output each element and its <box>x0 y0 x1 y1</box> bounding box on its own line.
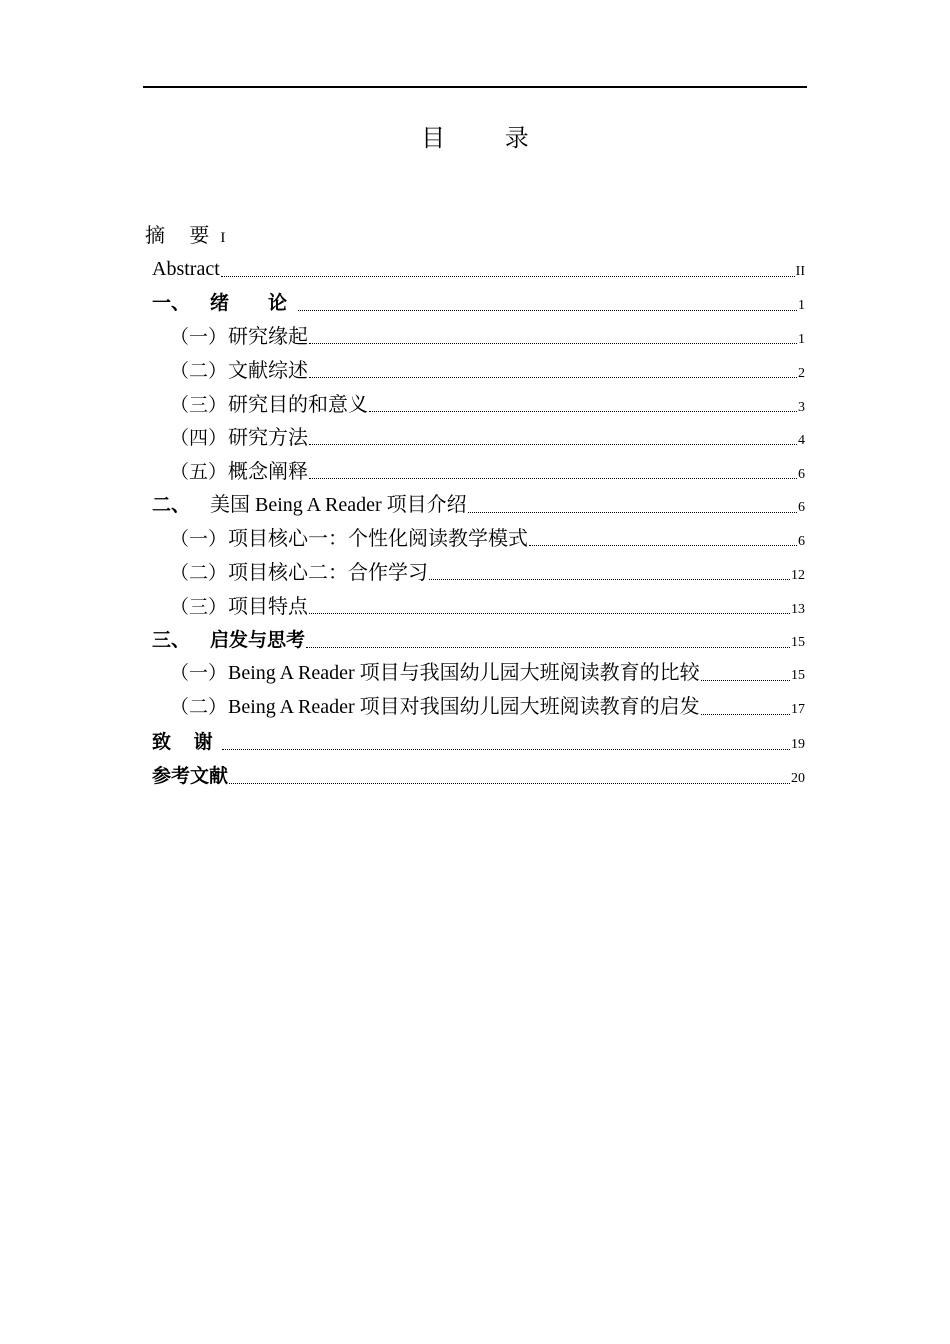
toc-entry-chapter-2[interactable] <box>152 490 805 520</box>
toc-entry-references[interactable] <box>152 761 805 791</box>
toc-number: （二） <box>170 696 228 718</box>
dot-leader <box>468 512 797 513</box>
toc-entry-1-3[interactable] <box>170 389 805 419</box>
dot-leader <box>221 276 795 277</box>
toc-page-number: 17 <box>791 702 805 717</box>
toc-label: Being A Reader 项目对我国幼儿园大班阅读教育的启发 <box>228 696 700 718</box>
toc-number: 一、 <box>152 292 191 314</box>
toc-page-number: 15 <box>791 668 805 683</box>
dot-leader <box>701 680 790 681</box>
toc-number: （四） <box>170 427 228 449</box>
toc-page-number: 19 <box>791 737 805 752</box>
toc-label: 摘 要 <box>145 223 219 247</box>
toc-page-number: 3 <box>798 400 805 415</box>
toc-label: Abstract <box>152 258 220 280</box>
toc-label: 研究目的和意义 <box>228 392 368 416</box>
toc-number: （二） <box>170 360 228 382</box>
toc-label: 文献综述 <box>228 358 308 382</box>
toc-number: （二） <box>170 562 228 584</box>
toc-entry-3-2[interactable] <box>170 692 805 722</box>
dot-leader <box>369 411 797 412</box>
dot-leader <box>429 579 790 580</box>
toc-entry-zhaiyao[interactable] <box>145 219 225 248</box>
toc-entry-2-2[interactable] <box>170 557 805 587</box>
toc-entry-3-1[interactable] <box>170 658 805 688</box>
toc-label: 项目核心一：个性化阅读教学模式 <box>228 526 528 550</box>
dot-leader <box>229 783 790 784</box>
toc-entry-chapter-1[interactable] <box>152 288 805 318</box>
toc-number: （三） <box>170 596 228 618</box>
toc-entry-abstract[interactable] <box>152 254 805 284</box>
dot-leader <box>306 647 790 648</box>
toc-page-number: 15 <box>791 635 805 650</box>
toc-page-number: 1 <box>798 298 805 313</box>
toc-entry-acknowledgements[interactable] <box>152 727 805 757</box>
toc-number: （一） <box>170 326 228 348</box>
toc-label: 研究缘起 <box>228 324 308 348</box>
toc-number: 二、 <box>152 494 191 516</box>
toc-page-number: 2 <box>798 366 805 381</box>
toc-number: （一） <box>170 528 228 550</box>
toc-entry-chapter-3[interactable] <box>152 625 805 655</box>
toc-label: 绪 论 <box>210 292 298 314</box>
toc-number: （三） <box>170 394 228 416</box>
toc-page-number: II <box>795 264 805 279</box>
dot-leader <box>529 545 797 546</box>
toc-entry-1-2[interactable] <box>170 355 805 385</box>
dot-leader <box>309 377 797 378</box>
dot-leader <box>309 343 797 344</box>
toc-entry-1-5[interactable] <box>170 456 805 486</box>
toc-entry-1-4[interactable] <box>170 422 805 452</box>
toc-label: 致 谢 <box>152 731 221 753</box>
toc-page-number: 6 <box>798 467 805 482</box>
toc-entry-2-3[interactable] <box>170 591 805 621</box>
toc-number: （五） <box>170 461 228 483</box>
toc-page-number: 4 <box>798 433 805 448</box>
toc-entry-2-1[interactable] <box>170 523 805 553</box>
toc-label: 美国 Being A Reader 项目介绍 <box>210 494 467 516</box>
toc-label: 项目核心二：合作学习 <box>228 560 428 584</box>
header-rule <box>143 86 807 88</box>
toc-page-number: 12 <box>791 568 805 583</box>
toc-page-number: 13 <box>791 602 805 617</box>
dot-leader <box>309 444 797 445</box>
toc-label: 项目特点 <box>228 594 308 618</box>
toc-page-number: 1 <box>798 332 805 347</box>
dot-leader <box>309 478 797 479</box>
toc-page-number: 6 <box>798 500 805 515</box>
toc-label: 启发与思考 <box>210 629 306 651</box>
dot-leader <box>298 310 797 311</box>
dot-leader <box>309 613 790 614</box>
page-title: 目 录 <box>421 124 555 152</box>
dot-leader <box>222 749 790 750</box>
toc-number: （一） <box>170 662 228 684</box>
toc-page-number: 20 <box>791 771 805 786</box>
dot-leader <box>701 714 790 715</box>
toc-page-number: 6 <box>798 534 805 549</box>
toc-label: Being A Reader 项目与我国幼儿园大班阅读教育的比较 <box>228 662 700 684</box>
toc-label: 研究方法 <box>228 425 308 449</box>
toc-label: 概念阐释 <box>228 459 308 483</box>
toc-number: 三、 <box>152 629 191 651</box>
toc-label: 参考文献 <box>152 765 229 787</box>
toc-entry-1-1[interactable] <box>170 321 805 351</box>
toc-page-number: I <box>220 230 226 246</box>
